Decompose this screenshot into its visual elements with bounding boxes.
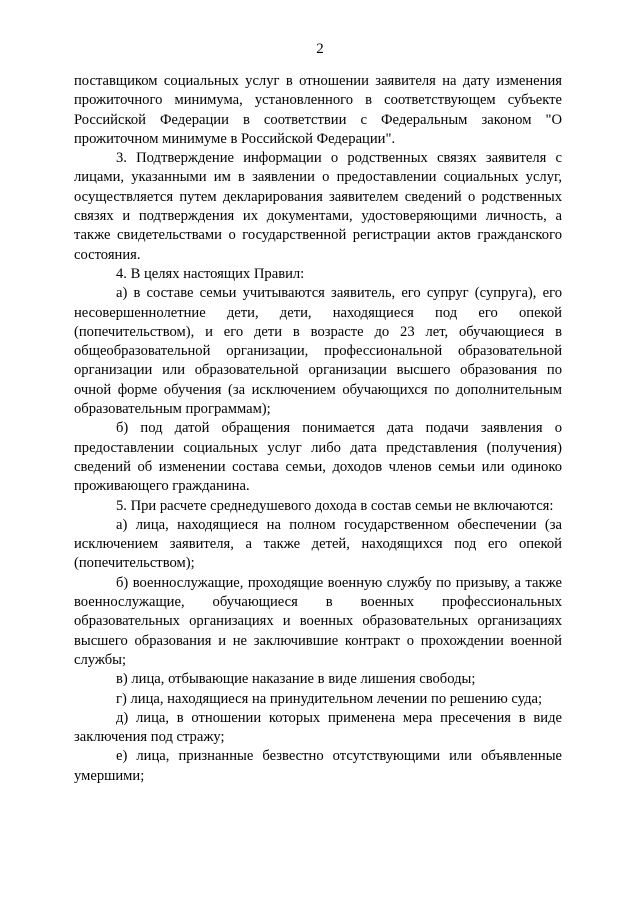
paragraph-item-5d: д) лица, в отношении которых применена мера пресечения в виде заключения под стражу; — [74, 709, 562, 746]
paragraph-item-5e: е) лица, признанные безвестно отсутствующими или объявленные умершими; — [74, 748, 562, 784]
paragraph-item-5v: в) лица, отбывающие наказание в виде лишения свободы; — [116, 671, 476, 688]
paragraph-item-3: 3. Подтверждение информации о родственных связях заявителя с лицами, указанными им в заявлении о предоставлении социальных услуг, осуществляется путем декларирования заявителем сведений о родственных связях и подтверждения их документами, удостоверяющими личность, а также свидетельствами о государственной регистрации актов гражданского состояния. — [74, 150, 562, 263]
paragraph-item-5g: г) лица, находящиеся на принудительном лечении по решению суда; — [116, 690, 543, 707]
document-body — [74, 72, 562, 786]
paragraph-item-5a: а) лица, находящиеся на полном государственном обеспечении (за исключением заявителя, а также детей, находящихся под его опекой (попечительством); — [74, 516, 562, 572]
paragraph-continuation: поставщиком социальных услуг в отношении заявителя на дату изменения прожиточного минимума, установленного в соответствующем субъекте Российской Федерации в соответствии с Федеральным законом "О прожиточном минимуме в Российской Федерации". — [74, 73, 562, 147]
paragraph-item-4: 4. В целях настоящих Правил: — [116, 265, 305, 282]
paragraph-item-4a: а) в составе семьи учитываются заявитель, его супруг (супруга), его несовершеннолетние дети, дети, находящиеся под его опекой (попечительством), и его дети в возрасте до 23 лет, обучающиеся в общеобразовательной организации, профессиональной образовательной организации или образовательной организации высшего образования по очной форме обучения (за исключением обучающихся по дополнительным образовательным программам); — [74, 285, 562, 418]
paragraph-item-5: 5. При расчете среднедушевого дохода в состав семьи не включаются: — [116, 497, 554, 514]
page-number: 2 — [316, 41, 324, 57]
paragraph-item-5b: б) военнослужащие, проходящие военную службу по призыву, а также военнослужащие, обучающиеся в военных профессиональных образовательных организациях и военных образовательных организациях высшего образования и не заключившие контракт о прохождении военной службы; — [74, 574, 562, 668]
paragraph-item-4b: б) под датой обращения понимается дата подачи заявления о предоставлении социальных услуг либо дата представления (получения) сведений об изменении состава семьи, доходов членов семьи или одиноко проживающего гражданина. — [74, 420, 562, 495]
